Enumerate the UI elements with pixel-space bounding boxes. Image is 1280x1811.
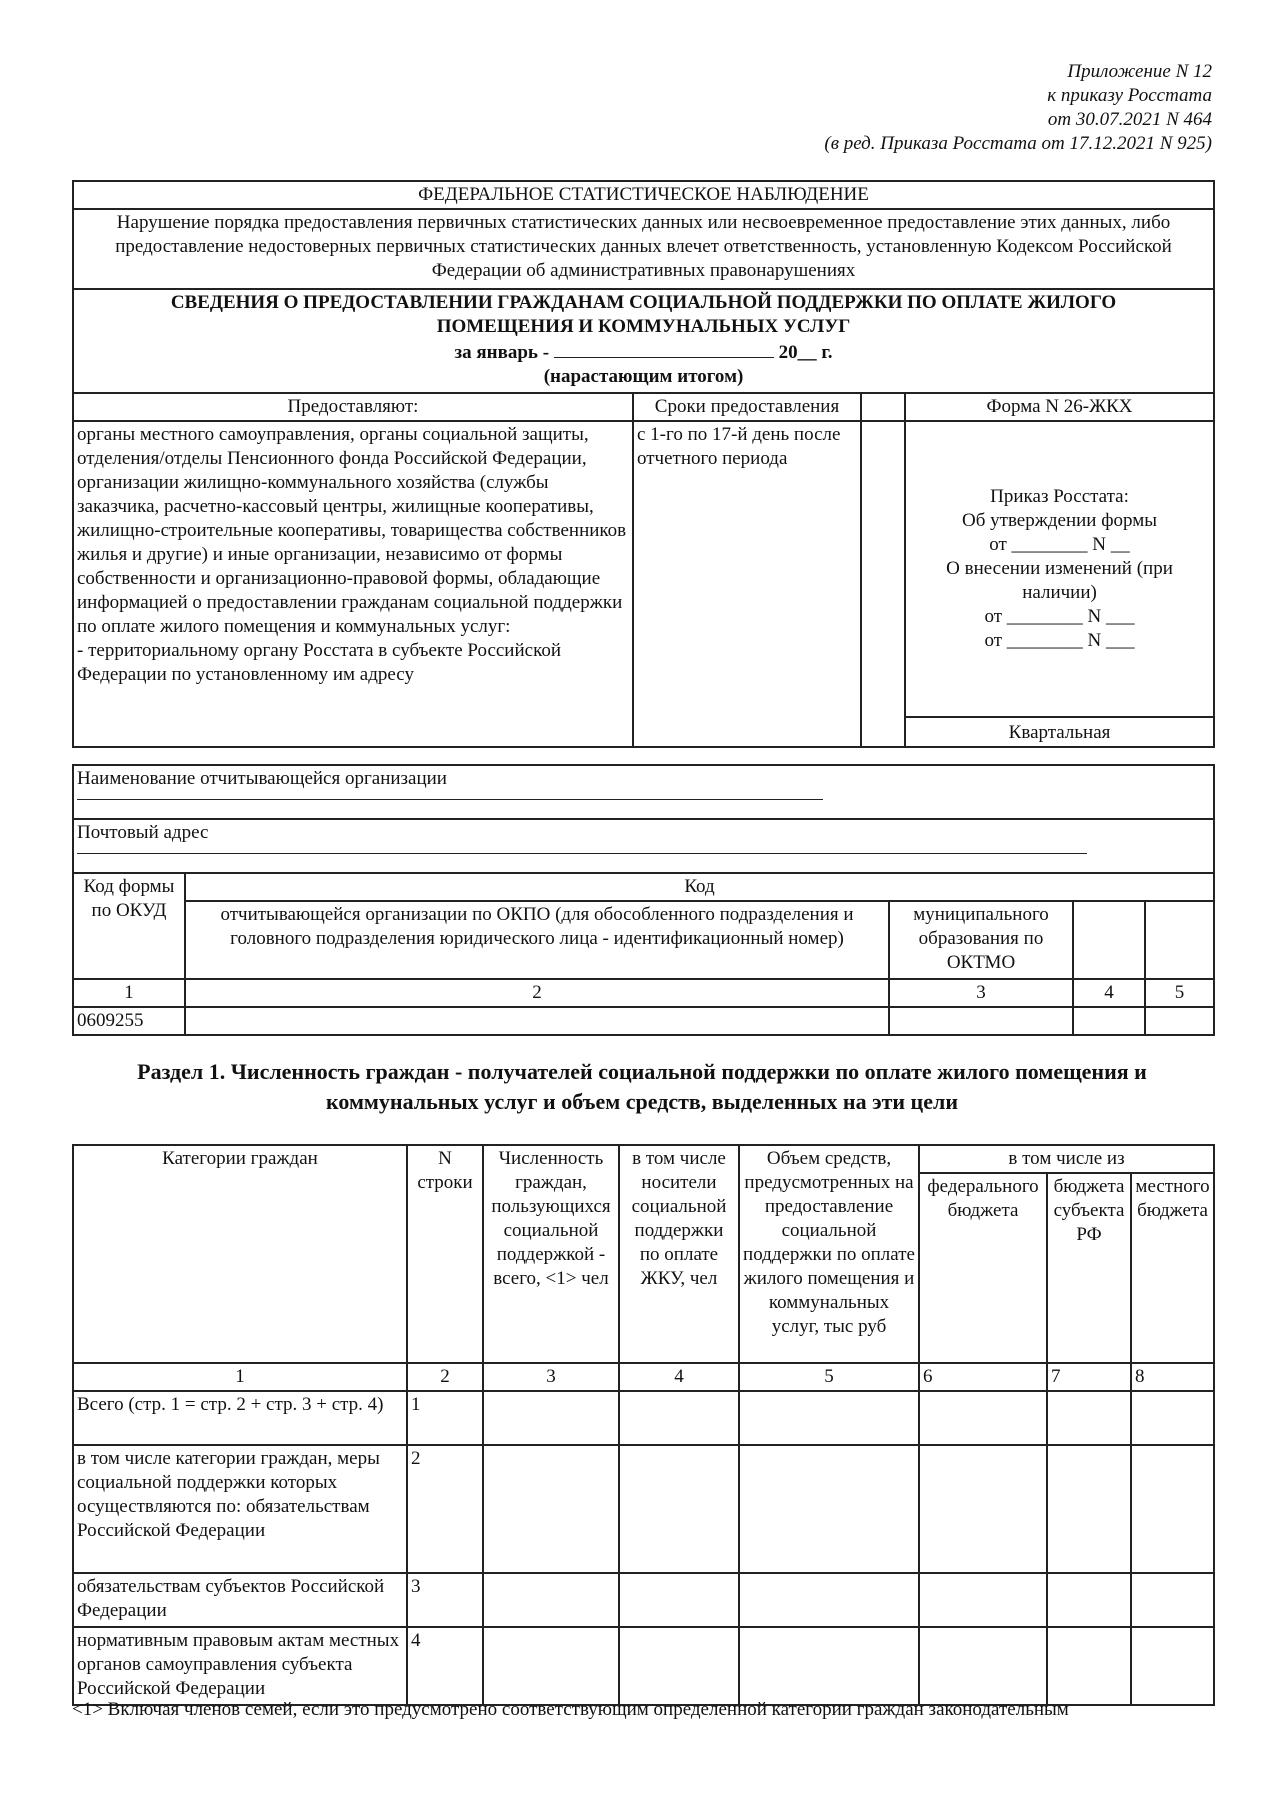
data-cell[interactable] [1047,1391,1131,1445]
provide-target: - территориальному органу Росстата в субъекте Российской Федерации по установленному им адресу [77,640,562,685]
order-from-1: от ________ N __ [989,534,1130,555]
code-input-4[interactable] [1073,1007,1145,1035]
data-cell[interactable] [619,1573,739,1627]
code-empty-4 [1073,901,1145,979]
col-number: 6 [919,1363,1047,1391]
form-title-block [73,289,1214,393]
table-row [73,1627,1214,1705]
order-from-2: от ________ N ___ [984,606,1135,627]
data-cell[interactable] [739,1391,919,1445]
table-row [73,1445,1214,1573]
cumulative-note: (нарастающим итогом) [543,366,744,387]
postal-address-label: Почтовый адрес [77,822,209,843]
deadline-header: Сроки предоставления [633,393,861,421]
row-number: 4 [407,1627,483,1705]
data-cell[interactable] [619,1391,739,1445]
header-category: Категории граждан [73,1145,407,1363]
data-cell[interactable] [1047,1573,1131,1627]
col-number: 8 [1131,1363,1214,1391]
header-funds: Объем средств, предусмотренных на предоставление социальной поддержки по оплате жилого помещения и коммунальных услуг, тыс руб [739,1145,919,1363]
row-label: нормативным правовым актам местных органов самоуправления субъекта Российской Федерации [73,1627,407,1705]
data-cell[interactable] [619,1627,739,1705]
data-cell[interactable] [739,1445,919,1573]
header-count-total: Численность граждан, пользующихся социальной поддержкой - всего, <1> чел [483,1145,619,1363]
oktmo-label: муниципального образования по ОКТМО [889,901,1073,979]
empty-header-cell [861,393,905,421]
form-title-line1: СВЕДЕНИЯ О ПРЕДОСТАВЛЕНИИ ГРАЖДАНАМ СОЦИАЛЬНОЙ ПОДДЕРЖКИ ПО ОПЛАТЕ ЖИЛОГО [170,292,1117,313]
code-col-number: 4 [1073,979,1145,1007]
data-cell[interactable] [919,1573,1047,1627]
code-col-number: 1 [73,979,185,1007]
col-number: 7 [1047,1363,1131,1391]
footnote: <1> Включая членов семей, если это предусмотрено соответствующим определенной категории граждан законодательным [72,1699,1069,1720]
data-cell[interactable] [739,1627,919,1705]
code-input-5[interactable] [1145,1007,1214,1035]
periodicity: Квартальная [905,717,1214,747]
okud-label: Код формы по ОКУД [73,873,185,979]
org-name-cell [73,765,1214,819]
org-name-label: Наименование отчитывающейся организации [77,768,447,789]
appendix-line: к приказу Росстата [1047,85,1212,106]
data-cell[interactable] [1131,1391,1214,1445]
appendix-reference [824,60,1212,156]
postal-address-field[interactable] [77,845,1087,854]
data-cell[interactable] [1047,1445,1131,1573]
data-cell[interactable] [619,1445,739,1573]
data-cell[interactable] [483,1391,619,1445]
code-empty-5 [1145,901,1214,979]
okud-value: 0609255 [73,1007,185,1035]
row-number: 1 [407,1391,483,1445]
header-count-zhku: в том числе носители социальной поддержки по оплате ЖКУ, чел [619,1145,739,1363]
order-from-3: от ________ N ___ [984,630,1135,651]
period-year: 20__ г. [778,342,833,363]
order-changes: О внесении изменений (при наличии) [946,558,1173,603]
period-month-field[interactable] [554,339,774,358]
provide-header: Предоставляют: [73,393,633,421]
order-title: Приказ Росстата: [990,486,1129,507]
provide-cell [73,421,633,717]
data-cell[interactable] [483,1573,619,1627]
period-prefix: за январь - [454,342,550,363]
provide-bottom-cell [73,717,633,747]
oktmo-input[interactable] [889,1007,1073,1035]
header-local: местного бюджета [1131,1173,1214,1363]
col-number: 1 [73,1363,407,1391]
table-row [73,1573,1214,1627]
federal-observation: ФЕДЕРАЛЬНОЕ СТАТИСТИЧЕСКОЕ НАБЛЮДЕНИЕ [73,181,1214,209]
data-cell[interactable] [919,1627,1047,1705]
form-number: Форма N 26-ЖКХ [905,393,1214,421]
table-row [73,1391,1214,1445]
data-cell[interactable] [483,1627,619,1705]
provide-text: органы местного самоуправления, органы социальной защиты, отделения/отделы Пенсионного фонда Российской Федерации, организации жилищно-коммунального хозяйства (службы заказчика, расчетно-кассовый центры, жилищные кооперативы, жилищно-строительные кооперативы, товарищества собственников жилья и другие) и иные организации, независимо от формы собственности и организационно-правовой формы, обладающие информацией о предоставлении гражданам социальной поддержки по оплате жилого помещения и коммунальных услуг: [77,424,627,637]
code-col-number: 5 [1145,979,1214,1007]
row-label: Всего (стр. 1 = стр. 2 + стр. 3 + стр. 4) [73,1391,407,1445]
row-number: 2 [407,1445,483,1573]
col-number: 4 [619,1363,739,1391]
liability-warning: Нарушение порядка предоставления первичных статистических данных или несвоевременное предоставление этих данных, либо предоставление недостоверных первичных статистических данных влечет ответственность, установленную Кодексом Российской Федерации об административных правонарушениях [73,209,1214,289]
postal-address-cell [73,819,1214,873]
deadline-cell: с 1-го по 17-й день после отчетного периода [633,421,861,747]
form-title-line2: ПОМЕЩЕНИЯ И КОММУНАЛЬНЫХ УСЛУГ [436,316,851,337]
col-number: 2 [407,1363,483,1391]
order-cell [905,421,1214,717]
col-number: 5 [739,1363,919,1391]
order-approve: Об утверждении формы [962,510,1158,531]
section-1-table [72,1144,1215,1706]
col-number: 3 [483,1363,619,1391]
data-cell[interactable] [919,1445,1047,1573]
data-cell[interactable] [1047,1627,1131,1705]
row-number: 3 [407,1573,483,1627]
code-col-number: 3 [889,979,1073,1007]
code-label: Код [185,873,1214,901]
code-col-number: 2 [185,979,889,1007]
header-federal: федерального бюджета [919,1173,1047,1363]
appendix-line: Приложение N 12 [1067,61,1212,82]
data-cell[interactable] [1131,1573,1214,1627]
data-cell[interactable] [1131,1627,1214,1705]
appendix-line: (в ред. Приказа Росстата от 17.12.2021 N 925) [824,133,1212,154]
header-table [72,180,1215,748]
okpo-input[interactable] [185,1007,889,1035]
report-period [77,339,1210,365]
row-label: в том числе категории граждан, меры социальной поддержки которых осуществляются по: обязательствам Российской Федерации [73,1445,407,1573]
data-cell[interactable] [739,1573,919,1627]
okpo-label: отчитывающейся организации по ОКПО (для обособленного подразделения и головного подразделения юридического лица - идентификационный номер) [185,901,889,979]
row-label: обязательствам субъектов Российской Федерации [73,1573,407,1627]
header-including: в том числе из [919,1145,1214,1173]
appendix-line: от 30.07.2021 N 464 [1047,109,1212,130]
data-cell[interactable] [1131,1445,1214,1573]
empty-spacer-cell [861,421,905,747]
org-name-field[interactable] [77,791,823,800]
data-cell[interactable] [483,1445,619,1573]
data-cell[interactable] [919,1391,1047,1445]
section-1-title: Раздел 1. Численность граждан - получателей социальной поддержки по оплате жилого помещения и коммунальных услуг и объем средств, выделенных на эти цели [137,1059,1147,1114]
header-row-no: N строки [407,1145,483,1363]
header-subject: бюджета субъекта РФ [1047,1173,1131,1363]
codes-table [72,764,1215,1036]
